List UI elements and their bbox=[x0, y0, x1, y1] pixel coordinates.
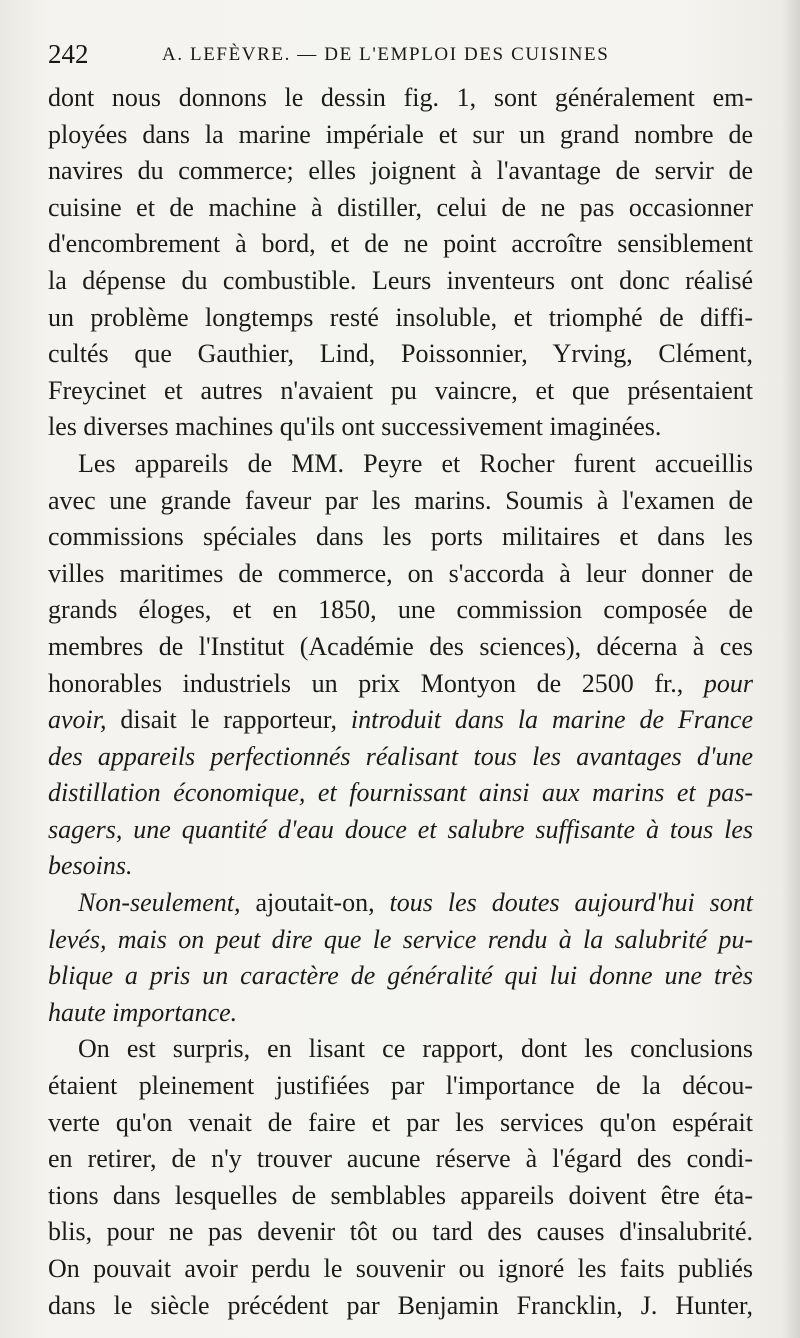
text-line: les diverses machines qu'ils ont successivement imaginées. bbox=[48, 412, 662, 442]
text-line bbox=[48, 995, 753, 1032]
text-line: verte qu'on venait de faire et par les services qu'on espérait bbox=[48, 1107, 753, 1137]
text-line: dans le siècle précédent par Benjamin Francklin, J. Hunter, bbox=[48, 1290, 753, 1320]
italic-fragment: introduit dans la marine de France bbox=[350, 705, 753, 735]
italic-fragment: sagers, une quantité d'eau douce et salubre suffisante à tous les bbox=[48, 814, 753, 844]
italic-fragment: levés, mais on peut dire que le service rendu à la salubrité pu- bbox=[48, 924, 753, 954]
text-fragment: honorables industriels un prix Montyon de 2500 fr., bbox=[48, 668, 684, 698]
text-line bbox=[48, 812, 753, 849]
text-line: villes maritimes de commerce, on s'accorda à leur donner de bbox=[48, 558, 753, 588]
text-line: d'encombrement à bord, et de ne point accroître sensiblement bbox=[48, 229, 753, 259]
text-line bbox=[48, 702, 753, 739]
text-line bbox=[48, 666, 753, 703]
text-line: cuisine et de machine à distiller, celui de ne pas occasionner bbox=[48, 192, 753, 222]
body-text bbox=[48, 80, 753, 1324]
text-line: blis, pour ne pas devenir tôt ou tard des causes d'insalubrité. bbox=[48, 1217, 753, 1247]
text-line: avec une grande faveur par les marins. Soumis à l'examen de bbox=[48, 485, 753, 515]
text-line: étaient pleinement justifiées par l'importance de la décou- bbox=[48, 1071, 753, 1101]
text-fragment: disait le rapporteur, bbox=[120, 705, 337, 735]
text-line bbox=[48, 958, 753, 995]
text-line: la dépense du combustible. Leurs inventeurs ont donc réalisé bbox=[48, 265, 753, 295]
page-edge-shadow bbox=[782, 0, 800, 1338]
italic-fragment: Non-seulement, bbox=[78, 888, 241, 918]
text-line: grands éloges, et en 1850, une commission composée de bbox=[48, 595, 753, 625]
page-number: 242 bbox=[48, 39, 89, 69]
italic-fragment: tous les doutes aujourd'hui sont bbox=[389, 888, 754, 918]
italic-fragment: distillation économique, et fournissant ainsi aux marins et pas- bbox=[48, 778, 753, 808]
text-line: On pouvait avoir perdu le souvenir ou ignoré les faits publiés bbox=[48, 1254, 753, 1283]
text-fragment: ajoutait-on, bbox=[255, 888, 375, 918]
italic-fragment: blique a pris un caractère de généralité qui lui donne une très bbox=[48, 961, 753, 991]
text-line bbox=[48, 848, 753, 885]
text-line: dont nous donnons le dessin fig. 1, sont généralement em- bbox=[48, 83, 753, 112]
text-line: cultés que Gauthier, Lind, Poissonnier, Yrving, Clément, bbox=[48, 339, 753, 369]
text-line: Les appareils de MM. Peyre et Rocher furent accueillis bbox=[78, 448, 753, 478]
text-line bbox=[48, 922, 753, 959]
text-line: Freycinet et autres n'avaient pu vaincre, et que présentaient bbox=[48, 375, 753, 405]
text-line: navires du commerce; elles joignent à l'avantage de servir de bbox=[48, 156, 753, 186]
italic-fragment: avoir, bbox=[48, 705, 107, 735]
page-header bbox=[48, 36, 753, 72]
text-line: tions dans lesquelles de semblables appareils doivent être éta- bbox=[48, 1180, 753, 1210]
italic-fragment: pour bbox=[703, 668, 753, 698]
running-head: A. LEFÈVRE. — DE L'EMPLOI DES CUISINES bbox=[162, 44, 610, 65]
text-line: membres de l'Institut (Académie des sciences), décerna à ces bbox=[48, 631, 753, 661]
italic-fragment: haute importance. bbox=[48, 997, 238, 1027]
text-line bbox=[48, 775, 753, 812]
text-line bbox=[48, 739, 753, 776]
text-line: un problème longtemps resté insoluble, et triomphé de diffi- bbox=[48, 302, 753, 332]
text-line: commissions spéciales dans les ports militaires et dans les bbox=[48, 522, 753, 552]
text-line: en retirer, de n'y trouver aucune réserve à l'égard des condi- bbox=[48, 1144, 753, 1174]
italic-fragment: des appareils perfectionnés réalisant tous les avantages d'une bbox=[48, 741, 753, 771]
text-line bbox=[48, 885, 753, 922]
italic-fragment: besoins. bbox=[48, 851, 133, 881]
text-line: On est surpris, en lisant ce rapport, dont les conclusions bbox=[78, 1034, 753, 1064]
text-line: ployées dans la marine impériale et sur un grand nombre de bbox=[48, 119, 753, 149]
